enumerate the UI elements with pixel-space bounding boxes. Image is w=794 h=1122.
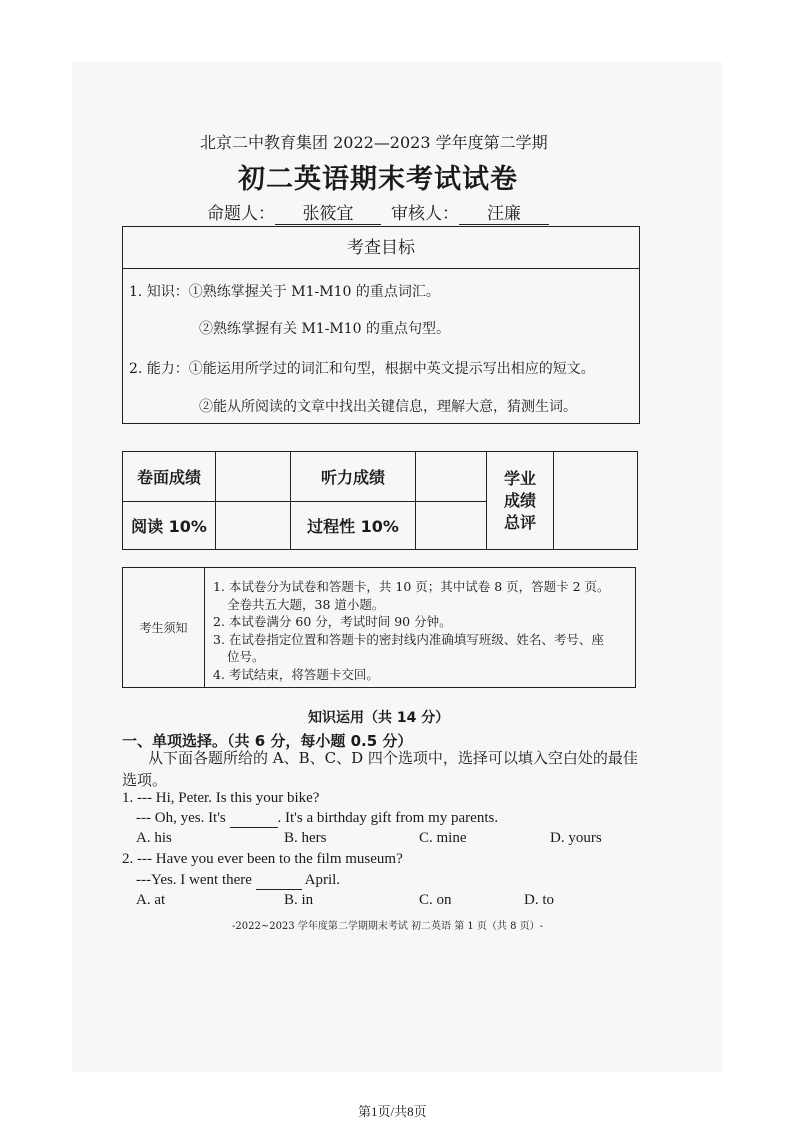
listening-score-cell[interactable] (416, 452, 487, 502)
reviewer-name: 汪廉 (459, 199, 549, 225)
reading-label: 阅读 10% (123, 502, 216, 550)
part-heading: 一、单项选择。（共 6 分，每小题 0.5 分） (122, 732, 413, 750)
author-name: 张筱宜 (275, 199, 381, 225)
notice-list (213, 578, 610, 683)
reply-text: ---Yes. I went there (136, 872, 252, 888)
option-b[interactable]: B. in (284, 892, 314, 908)
notice-line: 全卷共五大题，38 道小题。 (227, 596, 385, 612)
process-score-cell[interactable] (416, 502, 487, 550)
paper-score-label: 卷面成绩 (123, 452, 216, 502)
notice-line: 位号。 (227, 649, 265, 664)
reviewer-label: 审核人： (391, 204, 459, 224)
reply-text: --- Oh, yes. It's (136, 810, 226, 826)
objective-line: 2. 能力：①能运用所学过的词汇和句型，根据中英文提示写出相应的短文。 (129, 361, 595, 377)
answer-blank[interactable] (230, 810, 278, 828)
section-title: 知识运用（共 14 分） (308, 710, 450, 726)
option-b[interactable]: B. hers (284, 830, 327, 846)
final-grade-line: 学业 (503, 468, 536, 488)
notice-box (122, 567, 636, 688)
option-a[interactable]: A. his (136, 830, 172, 846)
page-footer: -2022~2023 学年度第二学期期末考试 初二英语 第 1 页（共 8 页）- (232, 921, 544, 932)
answer-blank[interactable] (256, 872, 302, 890)
objectives-heading: 考查目标 (123, 227, 639, 269)
question-stem: 2. --- Have you ever been to the film museum? (122, 851, 403, 867)
paper-score-cell[interactable] (216, 452, 291, 502)
objective-line: ②熟练掌握有关 M1-M10 的重点句型。 (199, 321, 451, 337)
notice-line: 1. 本试卷分为试卷和答题卡，共 10 页；其中试卷 8 页，答题卡 2 页。 (213, 579, 610, 594)
notice-line: 3. 在试卷指定位置和答题卡的密封线内准确填写班级、姓名、考号、座 (213, 631, 604, 647)
notice-line: 4. 考试结束，将答题卡交回。 (213, 666, 379, 682)
final-grade-line: 成绩 (503, 490, 536, 510)
notice-line: 2. 本试卷满分 60 分，考试时间 90 分钟。 (213, 614, 452, 629)
final-grade-line: 总评 (503, 512, 536, 532)
notice-label: 考生须知 (123, 568, 205, 687)
question-reply (136, 810, 498, 828)
process-label: 过程性 10% (291, 502, 416, 550)
objective-line: ②能从所阅读的文章中找出关键信息，理解大意，猜测生词。 (199, 399, 577, 415)
question-reply (136, 872, 340, 890)
question-stem: 1. --- Hi, Peter. Is this your bike? (122, 790, 320, 806)
objectives-box (122, 226, 640, 424)
instruction-line: 选项。 (122, 771, 168, 789)
author-row (207, 199, 549, 225)
final-grade-cell[interactable] (554, 452, 638, 550)
option-c[interactable]: C. on (419, 892, 452, 908)
listening-score-label: 听力成绩 (291, 452, 416, 502)
exam-title: 初二英语期末考试试卷 (238, 164, 518, 195)
option-c[interactable]: C. mine (419, 830, 467, 846)
reply-text: April. (304, 872, 341, 888)
final-grade-label (487, 452, 554, 550)
author-label: 命题人： (207, 204, 275, 224)
option-d[interactable]: D. yours (550, 830, 602, 846)
reply-text: . It's a birthday gift from my parents. (277, 810, 499, 826)
school-line: 北京二中教育集团 2022—2023 学年度第二学期 (200, 133, 548, 152)
option-d[interactable]: D. to (524, 892, 554, 908)
score-table (122, 451, 638, 550)
reading-score-cell[interactable] (216, 502, 291, 550)
option-a[interactable]: A. at (136, 892, 166, 908)
page-number: 第1页/共8页 (358, 1104, 427, 1119)
objective-line: 1. 知识：①熟练掌握关于 M1-M10 的重点词汇。 (129, 284, 440, 300)
instruction-line: 从下面各题所给的 A、B、C、D 四个选项中，选择可以填入空白处的最佳 (148, 749, 638, 767)
